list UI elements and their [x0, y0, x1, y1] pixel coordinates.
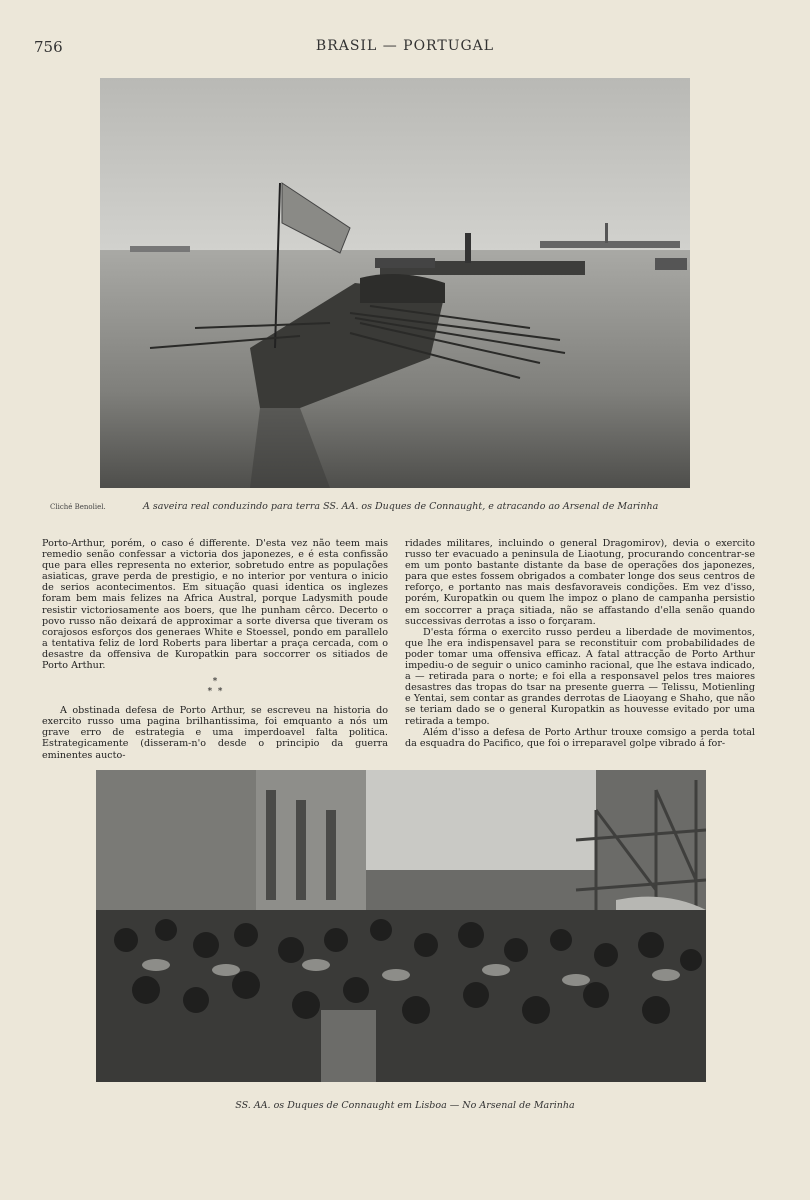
photo-credit: Cliché Benoliel. [50, 503, 106, 511]
paragraph: D'esta fórma o exercito russo perdeu a liberdade de movimentos, que lhe era indispensavel para se reconstituir com probabilidades de poder tomar uma offensiva efficaz. A fatal attracção de Porto Arthur impediu-o de seguir o unico caminho racional, que lhe estava indicado, a — retirada para o norte; e foi ella a responsavel pelos tres maiores desastres das tropas do tsar na presente guerra — Telissu, Motienling e Yentai, sem contar as grandes derrotas de Liaoyang e Shaho, que não se teriam dado se o general Kuropatkin as houvesse evitado por uma retirada a tempo. [405, 626, 755, 727]
paragraph: Porto-Arthur, porém, o caso é differente. D'esta vez não teem mais remedio senão confessar a victoria dos japonezes, e é esta confissão que para elles representa no exterior, sobretudo entre as populações asiaticas, grave perda de prestigio, e no interior por ventura o inicio de serios acontecimentos. Em situação quasi identica os inglezes foram bem mais felizes na Africa Austral, porque Ladysmith poude resistir victoriosamente aos boers, que lhe punham cêrco. Decerto o povo russo não deixará de approximar a sorte diversa que tiveram os corajosos esforços dos generaes White e Stoessel, pondo em parallelo a tentativa feliz de lord Roberts para libertar a praça cercada, com o desastre da offensiva de Kuropatkin para soccorrer os sitiados de Porto Arthur. [42, 538, 388, 672]
paragraph: A obstinada defesa de Porto Arthur, se escreveu na historia do exercito russo uma pagina brilhantissima, foi emquanto a nós um grave erro de estrategia e uma imperdoavel falta politica. Estrategicamente (disseram-n'o desde o principio da guerra eminentes aucto- [42, 705, 388, 761]
article-column-left [42, 538, 388, 761]
photo-caption-top: A saveira real conduzindo para terra SS. AA. os Duques de Connaught, e atracando ao Arsenal de Marinha [143, 501, 659, 512]
royal-barge-photo [100, 78, 690, 488]
section-separator: * * * [207, 677, 223, 698]
crowd-photo [96, 770, 706, 1082]
paragraph: ridades militares, incluindo o general Dragomirov), devia o exercito russo ter evacuado a peninsula de Liaotung, procurando concentrar-se em um ponto bastante distante da base de operações dos japonezes, para que estes fossem obrigados a combater longe dos seus centros de reforço, e portanto nas mais desfavoraveis condições. Em vez d'isso, porém, Kuropatkin ou quem lhe impoz o plano de campanha persistio em soccorrer a praça sitiada, não se affastando d'ella senão quando successivas derrotas a isso o forçaram. [405, 538, 755, 627]
paragraph: Além d'isso a defesa de Porto Arthur trouxe comsigo a perda total da esquadra do Pacifico, que foi o irreparavel golpe vibrado á for- [405, 726, 755, 749]
article-column-right [405, 538, 755, 749]
photo-caption-bottom: SS. AA. os Duques de Connaught em Lisboa — No Arsenal de Marinha [235, 1100, 575, 1111]
running-head: BRASIL — PORTUGAL [315, 38, 495, 54]
page-number: 756 [34, 38, 63, 56]
